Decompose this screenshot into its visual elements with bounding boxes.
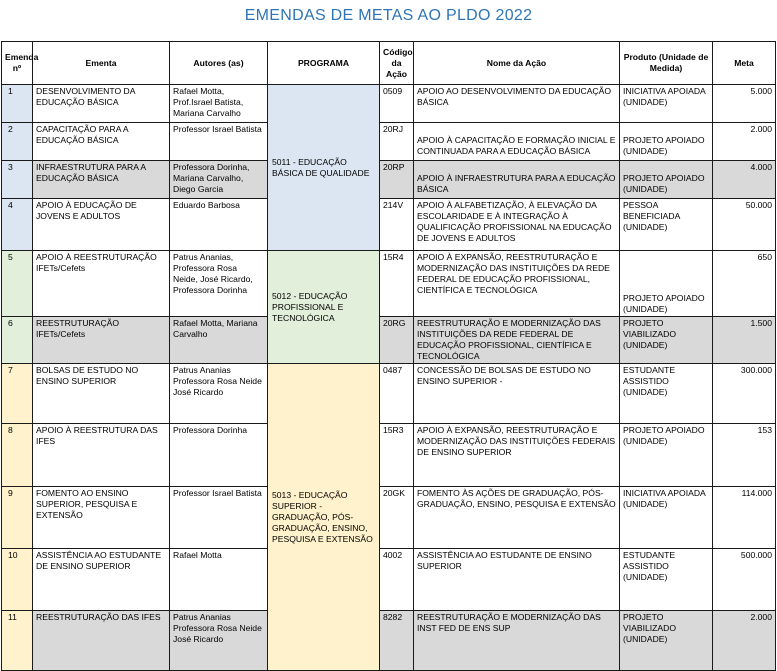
ementa-cell: REESTRUTURAÇÃO DAS IFES (33, 611, 170, 671)
header-row (2, 42, 776, 85)
emenda-number: 2 (2, 123, 33, 161)
nome-acao-cell: REESTRUTURAÇÃO E MODERNIZAÇÃO DAS INSTITUIÇÕES DA REDE FEDERAL DE EDUCAÇÃO PROFISSIONAL, CIENTÍFICA E TECNOLÓGICA (414, 317, 620, 364)
emenda-number: 9 (2, 487, 33, 549)
emenda-number: 5 (2, 251, 33, 317)
table-row (2, 161, 776, 199)
table-row (2, 549, 776, 611)
header-programa: PROGRAMA (268, 42, 380, 85)
header-nome: Nome da Ação (414, 42, 620, 85)
header-produto: Produto (Unidade de Medida) (620, 42, 713, 85)
table-row (2, 424, 776, 487)
autores-cell: Rafael Motta, Prof.Israel Batista, Mariana Carvalho (170, 85, 268, 123)
emenda-number: 1 (2, 85, 33, 123)
emenda-number: 6 (2, 317, 33, 364)
ementa-cell: ASSISTÊNCIA AO ESTUDANTE DE ENSINO SUPERIOR (33, 549, 170, 611)
emenda-number: 7 (2, 364, 33, 424)
ementa-cell: APOIO À REESTRUTURAÇÃO IFETs/Cefets (33, 251, 170, 317)
nome-acao-cell: APOIO AO DESENVOLVIMENTO DA EDUCAÇÃO BÁSICA (414, 85, 620, 123)
autores-cell: Eduardo Barbosa (170, 199, 268, 251)
emenda-number: 3 (2, 161, 33, 199)
autores-cell: Patrus Ananias Professora Rosa Neide José Ricardo (170, 611, 268, 671)
header-meta: Meta (713, 42, 776, 85)
meta-cell: 300.000 (713, 364, 776, 424)
meta-cell: 500.000 (713, 549, 776, 611)
table-row (2, 123, 776, 161)
ementa-cell: APOIO À EDUCAÇÃO DE JOVENS E ADULTOS (33, 199, 170, 251)
produto-cell: PROJETO VIABILIZADO (UNIDADE) (620, 611, 713, 671)
table-row (2, 85, 776, 123)
nome-acao-cell: APOIO À INFRAESTRUTURA PARA A EDUCAÇÃO BÁSICA (414, 161, 620, 199)
nome-acao-cell: APOIO À EXPANSÃO, REESTRUTURAÇÃO E MODERNIZAÇÃO DAS INSTITUIÇÕES FEDERAIS DE ENSINO SUPERIOR (414, 424, 620, 487)
programa-cell: 5011 - EDUCAÇÃO BÁSICA DE QUALIDADE (268, 85, 380, 251)
meta-cell: 1.500 (713, 317, 776, 364)
meta-cell: 153 (713, 424, 776, 487)
emenda-number: 4 (2, 199, 33, 251)
table-row (2, 251, 776, 317)
produto-cell: PROJETO VIABILIZADO (UNIDADE) (620, 317, 713, 364)
ementa-cell: DESENVOLVIMENTO DA EDUCAÇÃO BÁSICA (33, 85, 170, 123)
nome-acao-cell: APOIO À ALFABETIZAÇÃO, À ELEVAÇÃO DA ESCOLARIDADE E À INTEGRAÇÃO À QUALIFICAÇÃO PROFISSIONAL NA EDUCAÇÃO DE JOVENS E ADULTOS (414, 199, 620, 251)
meta-cell: 2.000 (713, 123, 776, 161)
produto-cell: PROJETO APOIADO (UNIDADE) (620, 161, 713, 199)
emenda-number: 11 (2, 611, 33, 671)
autores-cell: Patrus Ananias Professora Rosa Neide José Ricardo (170, 364, 268, 424)
nome-acao-cell: CONCESSÃO DE BOLSAS DE ESTUDO NO ENSINO SUPERIOR - (414, 364, 620, 424)
nome-acao-cell: REESTRUTURAÇÃO E MODERNIZAÇÃO DAS INST FED DE ENS SUP (414, 611, 620, 671)
table-row (2, 199, 776, 251)
emenda-number: 8 (2, 424, 33, 487)
codigo-cell: 20RP (380, 161, 414, 199)
table-row (2, 487, 776, 549)
nome-acao-cell: FOMENTO ÀS AÇÕES DE GRADUAÇÃO, PÓS-GRADUAÇÃO, ENSINO, PESQUISA E EXTENSÃO (414, 487, 620, 549)
produto-cell: PROJETO APOIADO (UNIDADE) (620, 123, 713, 161)
meta-cell: 50.000 (713, 199, 776, 251)
ementa-cell: CAPACITAÇÃO PARA A EDUCAÇÃO BÁSICA (33, 123, 170, 161)
autores-cell: Rafael Motta (170, 549, 268, 611)
produto-cell: ESTUDANTE ASSISTIDO (UNIDADE) (620, 364, 713, 424)
programa-cell: 5013 - EDUCAÇÃO SUPERIOR - GRADUAÇÃO, PÓS-GRADUAÇÃO, ENSINO, PESQUISA E EXTENSÃO (268, 364, 380, 671)
meta-cell: 114.000 (713, 487, 776, 549)
produto-cell: PROJETO APOIADO (UNIDADE) (620, 424, 713, 487)
produto-cell: PROJETO APOIADO (UNIDADE) (620, 251, 713, 317)
emendas-table (1, 41, 776, 671)
header-ementa: Ementa (33, 42, 170, 85)
header-codigo: Código da Ação (380, 42, 414, 85)
codigo-cell: 20RG (380, 317, 414, 364)
ementa-cell: APOIO À REESTRUTURA DAS IFES (33, 424, 170, 487)
codigo-cell: 214V (380, 199, 414, 251)
programa-cell: 5012 - EDUCAÇÃO PROFISSIONAL E TECNOLÓGICA (268, 251, 380, 364)
ementa-cell: BOLSAS DE ESTUDO NO ENSINO SUPERIOR (33, 364, 170, 424)
codigo-cell: 20RJ (380, 123, 414, 161)
table-row (2, 317, 776, 364)
codigo-cell: 15R3 (380, 424, 414, 487)
header-autores: Autores (as) (170, 42, 268, 85)
nome-acao-cell: ASSISTÊNCIA AO ESTUDANTE DE ENSINO SUPERIOR (414, 549, 620, 611)
table-row (2, 611, 776, 671)
meta-cell: 4.000 (713, 161, 776, 199)
codigo-cell: 20GK (380, 487, 414, 549)
autores-cell: Professora Dorinha (170, 424, 268, 487)
codigo-cell: 0487 (380, 364, 414, 424)
produto-cell: INICIATIVA APOIADA (UNIDADE) (620, 85, 713, 123)
meta-cell: 650 (713, 251, 776, 317)
codigo-cell: 0509 (380, 85, 414, 123)
table-row (2, 364, 776, 424)
autores-cell: Professora Dorinha, Mariana Carvalho, Diego Garcia (170, 161, 268, 199)
ementa-cell: REESTRUTURAÇÃO IFETs/Cefets (33, 317, 170, 364)
codigo-cell: 8282 (380, 611, 414, 671)
autores-cell: Professor Israel Batista (170, 487, 268, 549)
document-title: EMENDAS DE METAS AO PLDO 2022 (244, 7, 533, 24)
codigo-cell: 4002 (380, 549, 414, 611)
ementa-cell: FOMENTO AO ENSINO SUPERIOR, PESQUISA E EXTENSÃO (33, 487, 170, 549)
produto-cell: ESTUDANTE ASSISTIDO (UNIDADE) (620, 549, 713, 611)
produto-cell: INICIATIVA APOIADA (UNIDADE) (620, 487, 713, 549)
meta-cell: 2.000 (713, 611, 776, 671)
header-emenda: Emenda nº (2, 42, 33, 85)
produto-cell: PESSOA BENEFICIADA (UNIDADE) (620, 199, 713, 251)
autores-cell: Rafael Motta, Mariana Carvalho (170, 317, 268, 364)
ementa-cell: INFRAESTRUTURA PARA A EDUCAÇÃO BÁSICA (33, 161, 170, 199)
meta-cell: 5.000 (713, 85, 776, 123)
autores-cell: Patrus Ananias, Professora Rosa Neide, José Ricardo, Professora Dorinha (170, 251, 268, 317)
codigo-cell: 15R4 (380, 251, 414, 317)
emenda-number: 10 (2, 549, 33, 611)
nome-acao-cell: APOIO À EXPANSÃO, REESTRUTURAÇÃO E MODERNIZAÇÃO DAS INSTITUIÇÕES DA REDE FEDERAL DE EDUCAÇÃO PROFISSIONAL, CIENTÍFICA E TECNOLÓGICA (414, 251, 620, 317)
nome-acao-cell: APOIO À CAPACITAÇÃO E FORMAÇÃO INICIAL E CONTINUADA PARA A EDUCAÇÃO BÁSICA (414, 123, 620, 161)
autores-cell: Professor Israel Batista (170, 123, 268, 161)
